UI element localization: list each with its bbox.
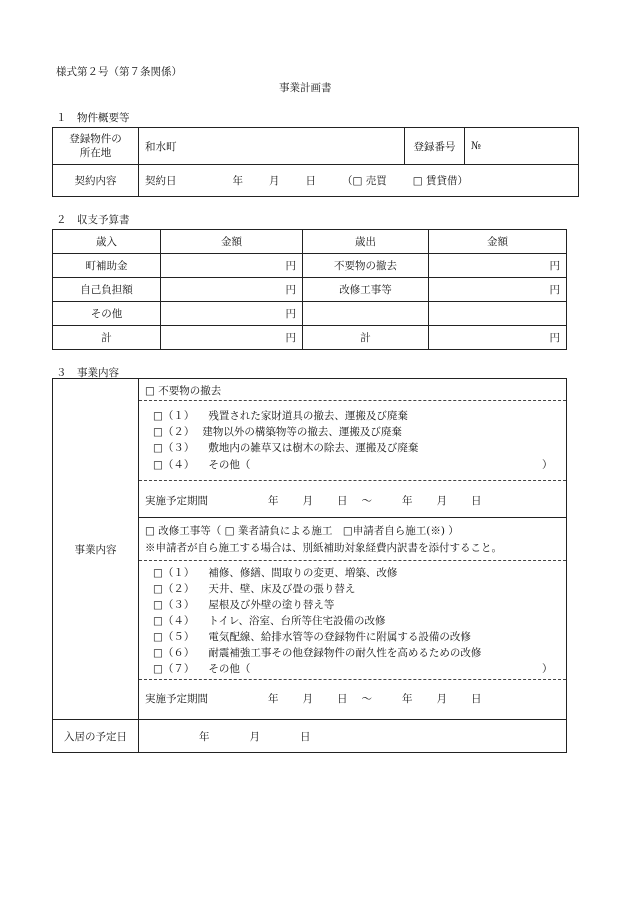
period-row-b: 実施予定期間 年 月 日 〜 年 月 日 (145, 693, 482, 705)
contract-label: 契約内容 (53, 165, 139, 197)
list-item[interactable]: □（４） その他（ (153, 459, 251, 471)
list-item[interactable]: □（２） 天井、壁、床及び畳の張り替え (153, 583, 356, 595)
project-side-label: 事業内容 (53, 379, 139, 720)
budget-cell: 円 (429, 326, 567, 350)
section1-heading: １ 物件概要等 (56, 112, 130, 124)
budget-cell: 計 (53, 326, 161, 350)
location-label: 登録物件の 所在地 (53, 128, 139, 165)
removal-title[interactable]: □ 不要物の撤去 (145, 385, 222, 397)
budget-cell (303, 302, 429, 326)
budget-cell: 円 (429, 278, 567, 302)
list-item[interactable]: □（３） 屋根及び外壁の塗り替え等 (153, 599, 335, 611)
budget-cell: その他 (53, 302, 161, 326)
budget-table (52, 229, 567, 350)
project-content (139, 379, 567, 720)
budget-cell (429, 302, 567, 326)
budget-cell: 自己負担額 (53, 278, 161, 302)
list-item[interactable]: □（５） 電気配線、給排水管等の登録物件に附属する設備の改修 (153, 631, 471, 643)
contract-option-sale[interactable]: （□ 売買 (342, 175, 387, 187)
budget-cell: 円 (161, 302, 303, 326)
contract-option-lease[interactable]: □ 賃貸借） (412, 175, 469, 187)
table-row (53, 254, 567, 278)
table-row (53, 326, 567, 350)
budget-cell: 不要物の撤去 (303, 254, 429, 278)
contract-details: 契約日 年 月 日 （□ 売買 □ 賃貸借） (139, 165, 579, 197)
table-row (53, 302, 567, 326)
budget-cell: 円 (161, 326, 303, 350)
budget-cell: 円 (429, 254, 567, 278)
budget-cell: 町補助金 (53, 254, 161, 278)
section3-heading: ３ 事業内容 (56, 367, 119, 379)
move-in-date: 年 月 日 (139, 720, 567, 753)
list-item[interactable]: □（７） その他（ (153, 663, 251, 675)
budget-header-amount: 金額 (429, 230, 567, 254)
project-table (52, 378, 567, 753)
close-paren: ） (542, 459, 553, 471)
budget-cell: 改修工事等 (303, 278, 429, 302)
reg-number-label: 登録番号 (405, 128, 465, 165)
property-table (52, 127, 579, 197)
budget-header-income: 歳入 (53, 230, 161, 254)
page-title: 事業計画書 (279, 82, 332, 94)
budget-cell: 円 (161, 278, 303, 302)
renovation-note: ※申請者が自ら施工する場合は、別紙補助対象経費内訳書を添付すること。 (145, 542, 502, 554)
list-item[interactable]: □（２） 建物以外の構築物等の撤去、運搬及び廃棄 (153, 426, 402, 438)
close-paren: ） (542, 663, 553, 675)
renovation-title[interactable]: □ 改修工事等（ □ 業者請負による施工 □申請者自ら施工(※) ） (145, 525, 459, 537)
list-item[interactable]: □（３） 敷地内の雑草又は樹木の除去、運搬及び廃棄 (153, 442, 419, 454)
reg-number-value: № (465, 128, 579, 165)
budget-cell: 円 (161, 254, 303, 278)
list-item[interactable]: □（１） 補修、修繕、間取りの変更、増築、改修 (153, 567, 398, 579)
budget-header-expense: 歳出 (303, 230, 429, 254)
form-number: 様式第２号（第７条関係） (56, 66, 182, 78)
section2-heading: ２ 収支予算書 (56, 214, 130, 226)
list-item[interactable]: □（１） 残置された家財道具の撤去、運搬及び廃棄 (153, 410, 408, 422)
move-in-label: 入居の予定日 (53, 720, 139, 753)
location-value: 和水町 (139, 128, 405, 165)
budget-cell: 計 (303, 326, 429, 350)
budget-header-amount: 金額 (161, 230, 303, 254)
period-row-a: 実施予定期間 年 月 日 〜 年 月 日 (145, 495, 482, 507)
table-row (53, 278, 567, 302)
list-item[interactable]: □（６） 耐震補強工事その他登録物件の耐久性を高めるための改修 (153, 647, 482, 659)
list-item[interactable]: □（４） トイレ、浴室、台所等住宅設備の改修 (153, 615, 386, 627)
